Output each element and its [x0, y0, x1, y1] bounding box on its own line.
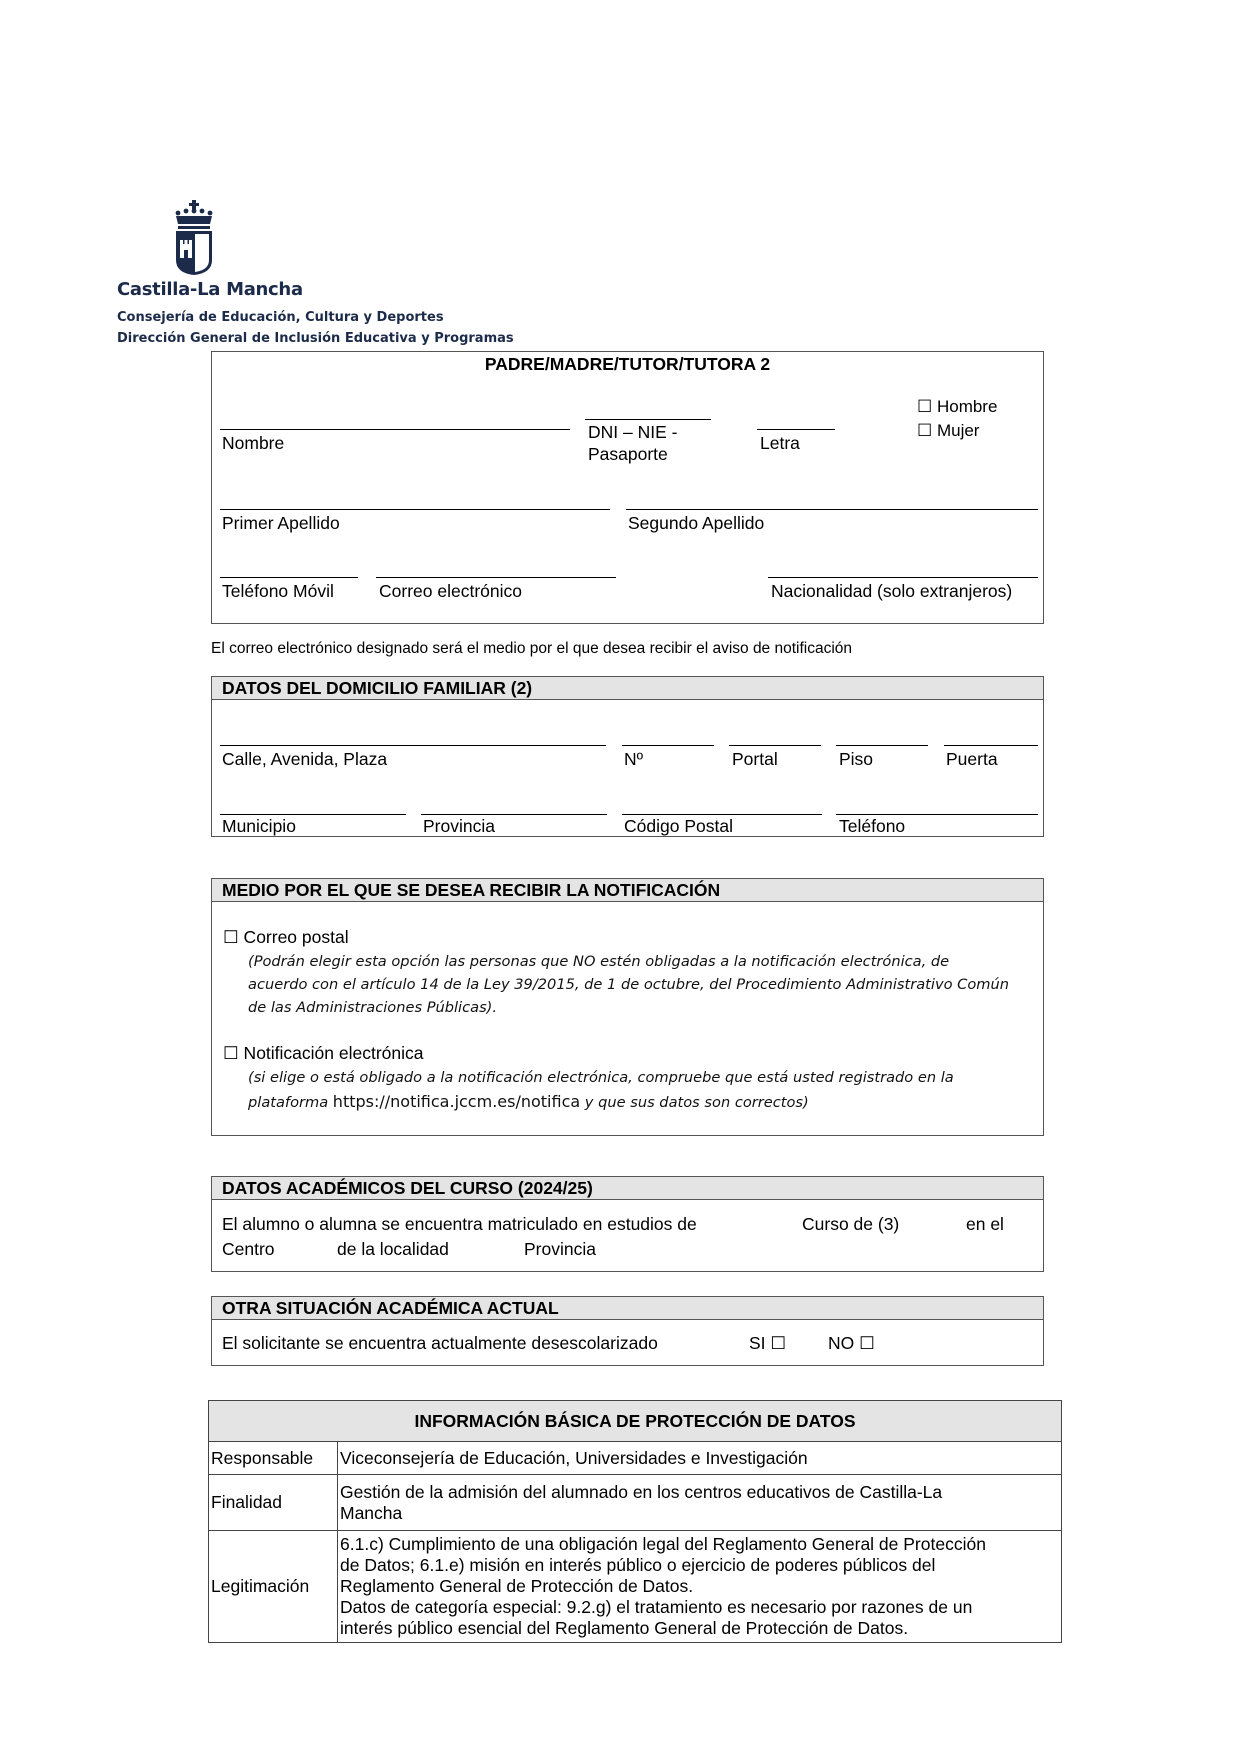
finalidad-line: Mancha	[340, 1502, 403, 1523]
primer-apellido-line[interactable]	[220, 509, 610, 510]
legitimacion-line: de Datos; 6.1.e) misión en interés público o ejercicio de poderes públicos del	[340, 1555, 936, 1575]
calle-line[interactable]	[220, 745, 606, 746]
letra-label: Letra	[760, 433, 800, 453]
postal-note-1: (Podrán elegir esta opción las personas que NO estén obligadas a la notificación electrónica, de	[248, 953, 950, 970]
coat-of-arms-logo	[172, 200, 216, 276]
correo-line[interactable]	[376, 577, 616, 578]
portal-line[interactable]	[729, 745, 821, 746]
nombre-label: Nombre	[222, 433, 285, 453]
proteccion-datos-table	[208, 1400, 1062, 1643]
municipio-label: Municipio	[222, 816, 296, 836]
estudios-label: El alumno o alumna se encuentra matriculado en estudios de	[222, 1214, 697, 1234]
segundo-apellido-label: Segundo Apellido	[628, 513, 765, 533]
nacionalidad-line[interactable]	[768, 577, 1038, 578]
codigo-postal-label: Código Postal	[624, 816, 733, 836]
calle-label: Calle, Avenida, Plaza	[222, 749, 388, 769]
notificacion-title: MEDIO POR EL QUE SE DESEA RECIBIR LA NOTIFICACIÓN	[212, 879, 1043, 902]
codigo-postal-line[interactable]	[622, 814, 822, 815]
piso-line[interactable]	[836, 745, 928, 746]
finalidad-line: Gestión de la admisión del alumnado en los centros educativos de Castilla-La	[340, 1481, 943, 1502]
academicos-section	[211, 1176, 1044, 1272]
responsable-line: Viceconsejería de Educación, Universidades e Investigación	[340, 1447, 808, 1468]
notificacion-section	[211, 878, 1044, 1136]
puerta-line[interactable]	[944, 745, 1038, 746]
nacionalidad-label: Nacionalidad (solo extranjeros)	[771, 581, 1013, 601]
telefono-movil-line[interactable]	[220, 577, 358, 578]
legitimacion-value	[338, 1531, 1062, 1643]
localidad-label: de la localidad	[337, 1239, 449, 1259]
portal-label: Portal	[732, 749, 778, 769]
postal-note-2: acuerdo con el artículo 14 de la Ley 39/2015, de 1 de octubre, del Procedimiento Administrativo Común	[248, 976, 1009, 993]
domicilio-title: DATOS DEL DOMICILIO FAMILIAR (2)	[212, 677, 1043, 700]
provincia-line[interactable]	[421, 814, 607, 815]
academicos-title: DATOS ACADÉMICOS DEL CURSO (2024/25)	[212, 1177, 1043, 1200]
mujer-checkbox[interactable]: ☐ Mujer	[917, 421, 980, 440]
responsable-label: Responsable	[209, 1442, 338, 1475]
correo-postal-checkbox[interactable]: ☐ Correo postal	[223, 927, 349, 947]
telefono-movil-label: Teléfono Móvil	[222, 581, 334, 601]
no-checkbox[interactable]: NO ☐	[828, 1333, 875, 1353]
curso-label: Curso de (3)	[802, 1214, 900, 1234]
header-department: Consejería de Educación, Cultura y Deportes	[117, 310, 444, 325]
centro-label: Centro	[222, 1239, 275, 1259]
provincia-label: Provincia	[423, 816, 495, 836]
nombre-line[interactable]	[220, 429, 570, 430]
tutor-title: PADRE/MADRE/TUTOR/TUTORA 2	[484, 354, 771, 374]
electronica-note-2a: plataforma	[248, 1094, 333, 1111]
telefono-label: Teléfono	[839, 816, 906, 836]
proteccion-title: INFORMACIÓN BÁSICA DE PROTECCIÓN DE DATOS	[209, 1401, 1062, 1442]
legitimacion-line: Reglamento General de Protección de Datos.	[340, 1576, 694, 1596]
numero-line[interactable]	[622, 745, 714, 746]
tutor-section	[211, 351, 1044, 624]
hombre-checkbox[interactable]: ☐ Hombre	[917, 397, 998, 416]
electronica-note-1: (si elige o está obligado a la notificación electrónica, compruebe que está usted registrado en la	[248, 1069, 954, 1086]
dni-label-2: Pasaporte	[588, 444, 668, 464]
logo-name: Castilla-La Mancha	[117, 279, 303, 300]
si-checkbox[interactable]: SI ☐	[749, 1333, 787, 1353]
electronica-note-2b: y que sus datos son correctos)	[580, 1094, 809, 1111]
notifica-url-link[interactable]: https://notifica.jccm.es/notifica	[332, 1092, 581, 1111]
domicilio-section	[211, 676, 1044, 837]
provincia-academica-label: Provincia	[524, 1239, 596, 1259]
puerta-label: Puerta	[946, 749, 998, 769]
telefono-line[interactable]	[836, 814, 1038, 815]
desescolarizado-question: El solicitante se encuentra actualmente desescolarizado	[222, 1333, 658, 1353]
piso-label: Piso	[839, 749, 874, 769]
finalidad-label: Finalidad	[209, 1475, 338, 1531]
electronica-note-2	[248, 1090, 809, 1114]
dni-line[interactable]	[585, 419, 711, 420]
dni-label-1: DNI – NIE -	[588, 422, 678, 442]
correo-label: Correo electrónico	[379, 581, 522, 601]
numero-label: Nº	[624, 749, 644, 769]
legitimacion-label: Legitimación	[209, 1531, 338, 1643]
segundo-apellido-line[interactable]	[626, 509, 1038, 510]
otra-situacion-title: OTRA SITUACIÓN ACADÉMICA ACTUAL	[212, 1297, 1043, 1320]
email-note: El correo electrónico designado será el medio por el que desea recibir el aviso de notificación	[211, 640, 853, 657]
notificacion-electronica-checkbox[interactable]: ☐ Notificación electrónica	[223, 1043, 424, 1063]
legitimacion-line: interés público esencial del Reglamento General de Protección de Datos.	[340, 1618, 909, 1638]
header-directorate: Dirección General de Inclusión Educativa y Programas	[117, 331, 514, 346]
en-el-label: en el	[966, 1214, 1004, 1234]
otra-situacion-section	[211, 1296, 1044, 1366]
municipio-line[interactable]	[220, 814, 406, 815]
postal-note-3: de las Administraciones Públicas).	[248, 999, 498, 1016]
legitimacion-line: Datos de categoría especial: 9.2.g) el tratamiento es necesario por razones de un	[340, 1597, 973, 1617]
legitimacion-line: 6.1.c) Cumplimiento de una obligación legal del Reglamento General de Protección	[340, 1534, 986, 1554]
letra-line[interactable]	[757, 429, 835, 430]
responsable-value	[338, 1442, 1062, 1475]
primer-apellido-label: Primer Apellido	[222, 513, 340, 533]
finalidad-value	[338, 1475, 1062, 1531]
